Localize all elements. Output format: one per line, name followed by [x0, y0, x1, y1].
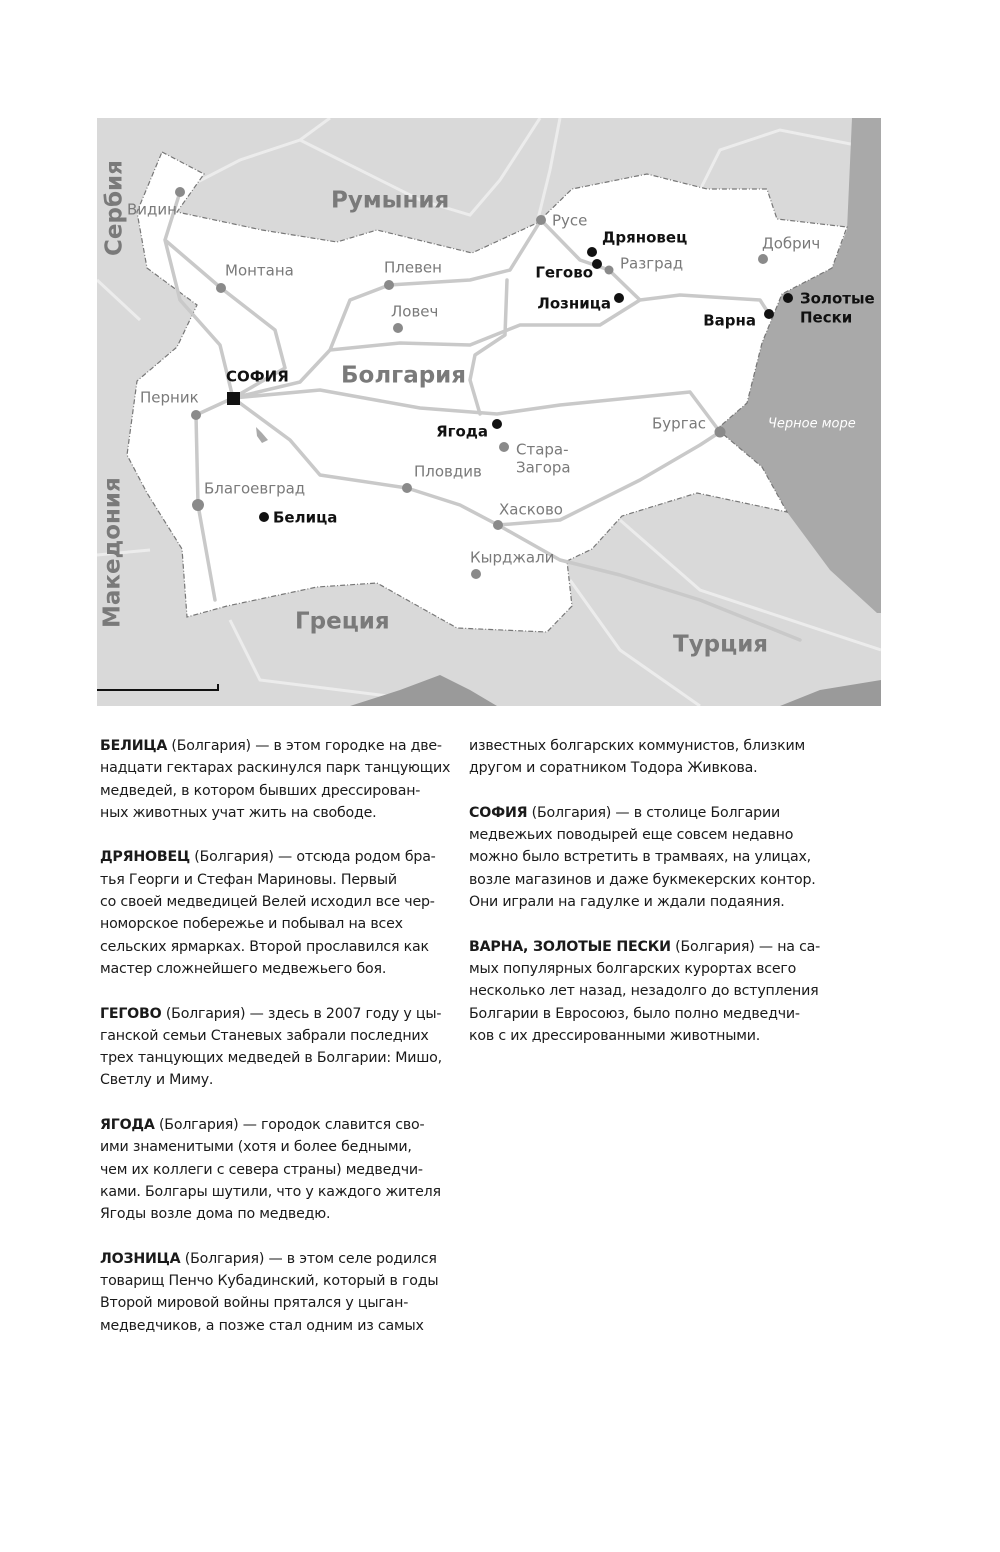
text-line: Светлу и Миму.	[100, 1072, 214, 1089]
label-haskovo: Хасково	[499, 500, 563, 519]
entry-text: (Болгария) — в этом селе родился	[180, 1250, 437, 1267]
label-zagora: Загора	[516, 458, 571, 477]
entry-heading: СОФИЯ	[469, 804, 528, 821]
text-column-right	[469, 735, 819, 1069]
label-pernik: Перник	[140, 388, 199, 407]
label-pleven: Плевен	[384, 258, 442, 277]
label-sofia: СОФИЯ	[226, 367, 289, 386]
text-line: Ягоды возле дома по медведю.	[100, 1206, 331, 1223]
text-line	[100, 1248, 450, 1270]
text-line: Болгарии в Евросоюз, было полно медведчи-	[469, 1005, 800, 1022]
text-line: надцати гектарах раскинулся парк танцующих	[100, 760, 451, 777]
text-line: Они играли на гадулке и ждали подаяния.	[469, 894, 785, 911]
entry-heading: БЕЛИЦА	[100, 738, 168, 754]
label-dryanovets: Дряновец	[602, 228, 688, 247]
label-black-sea: Черное море	[768, 416, 856, 432]
label-montana: Монтана	[225, 261, 294, 280]
text-line: товарищ Пенчо Кубадинский, который в годы	[100, 1273, 439, 1290]
entry-text: (Болгария) — в этом городке на две-	[167, 738, 442, 754]
label-bulgaria: Болгария	[341, 362, 467, 389]
text-line: трех танцующих медведей в Болгарии: Мишо,	[100, 1050, 442, 1067]
entry-paragraph	[469, 802, 819, 913]
text-line	[469, 936, 819, 958]
label-dobrich: Добрич	[762, 234, 821, 253]
text-line: медведчиков, а позже стал одним из самых	[100, 1317, 424, 1334]
entry-text: (Болгария) — городок славится сво-	[154, 1117, 425, 1134]
label-greece: Греция	[295, 608, 390, 635]
label-yagoda: Ягода	[436, 422, 488, 441]
entry-heading: ДРЯНОВЕЦ	[100, 849, 190, 866]
label-kardzhali: Кырджали	[470, 548, 555, 567]
label-macedonia: Македония	[99, 477, 126, 628]
text-line	[469, 735, 819, 757]
label-varna: Варна	[703, 311, 756, 330]
label-razgrad: Разград	[620, 254, 684, 273]
label-ruse: Русе	[552, 211, 588, 230]
text-line: медведей, в котором бывших дрессирован-	[100, 782, 421, 799]
entry-paragraph	[469, 735, 819, 780]
label-lovech: Ловеч	[391, 302, 439, 321]
text-line: мастер сложнейшего медвежьего боя.	[100, 960, 387, 977]
text-line: со своей медведицей Велей исходил все чер-	[100, 894, 435, 911]
entry-text: (Болгария) — на са-	[670, 938, 821, 955]
label-vidin: Видин	[127, 200, 177, 219]
text-line: медвежьих поводырей еще совсем недавно	[469, 827, 794, 844]
text-line: ками. Болгары шутили, что у каждого жителя	[100, 1183, 441, 1200]
entry-paragraph	[469, 936, 819, 1047]
text-line	[100, 735, 450, 757]
label-peski: Пески	[800, 308, 853, 327]
text-line: чем их коллеги с севера страны) медведчи-	[100, 1161, 423, 1178]
label-zolotye: Золотые	[800, 289, 875, 308]
text-line: другом и соратником Тодора Живкова.	[469, 760, 758, 777]
label-gegovo: Гегово	[535, 263, 593, 282]
label-stara: Стара-	[516, 440, 569, 459]
label-serbia: Сербия	[101, 160, 128, 256]
entry-text: (Болгария) — здесь в 2007 году у цы-	[161, 1005, 442, 1022]
entry-text: (Болгария) — отсюда родом бра-	[189, 849, 436, 866]
text-line: номорское побережье и побывал на всех	[100, 916, 403, 933]
text-line	[100, 1114, 450, 1136]
entry-heading: ВАРНА, ЗОЛОТЫЕ ПЕСКИ	[469, 938, 671, 955]
entry-paragraph	[100, 735, 450, 824]
label-blagoevgrad: Благоевград	[204, 479, 306, 498]
text-line: возле магазинов и даже букмекерских контор.	[469, 871, 816, 888]
label-loznitsa: Лозница	[537, 294, 611, 313]
label-romania: Румыния	[331, 187, 450, 214]
entry-text: (Болгария) — в столице Болгарии	[527, 804, 780, 821]
entry-heading: ЯГОДА	[100, 1117, 155, 1134]
text-line: ганской семьи Станевых забрали последних	[100, 1027, 429, 1044]
text-line: мых популярных болгарских курортах всего	[469, 960, 797, 977]
text-line: тья Георги и Стефан Мариновы. Первый	[100, 871, 397, 888]
label-turkey: Турция	[673, 631, 769, 658]
text-line: сельских ярмарках. Второй прославился как	[100, 938, 429, 955]
text-line	[469, 802, 819, 824]
entry-paragraph	[100, 1003, 450, 1092]
entry-heading: ГЕГОВО	[100, 1005, 162, 1022]
label-belitsa: Белица	[273, 508, 338, 527]
entry-paragraph	[100, 1114, 450, 1225]
entry-text: известных болгарских коммунистов, близким	[469, 738, 805, 754]
text-line	[100, 846, 450, 868]
text-column-left	[100, 735, 450, 1359]
entry-paragraph	[100, 846, 450, 980]
text-line: ими знаменитыми (хотя и более бедными,	[100, 1139, 412, 1156]
entry-heading: ЛОЗНИЦА	[100, 1250, 181, 1267]
text-line: несколько лет назад, незадолго до вступления	[469, 983, 819, 1000]
text-line: ков с их дрессированными животными.	[469, 1027, 761, 1044]
text-line: Второй мировой войны прятался у цыган-	[100, 1295, 409, 1312]
bulgaria-map	[97, 118, 881, 706]
text-line: ных животных учат жить на свободе.	[100, 804, 377, 821]
text-line: можно было встретить в трамваях, на улицах,	[469, 849, 811, 866]
label-burgas: Бургас	[652, 414, 707, 433]
text-line	[100, 1003, 450, 1025]
entry-paragraph	[100, 1248, 450, 1337]
label-plovdiv: Пловдив	[414, 462, 482, 481]
